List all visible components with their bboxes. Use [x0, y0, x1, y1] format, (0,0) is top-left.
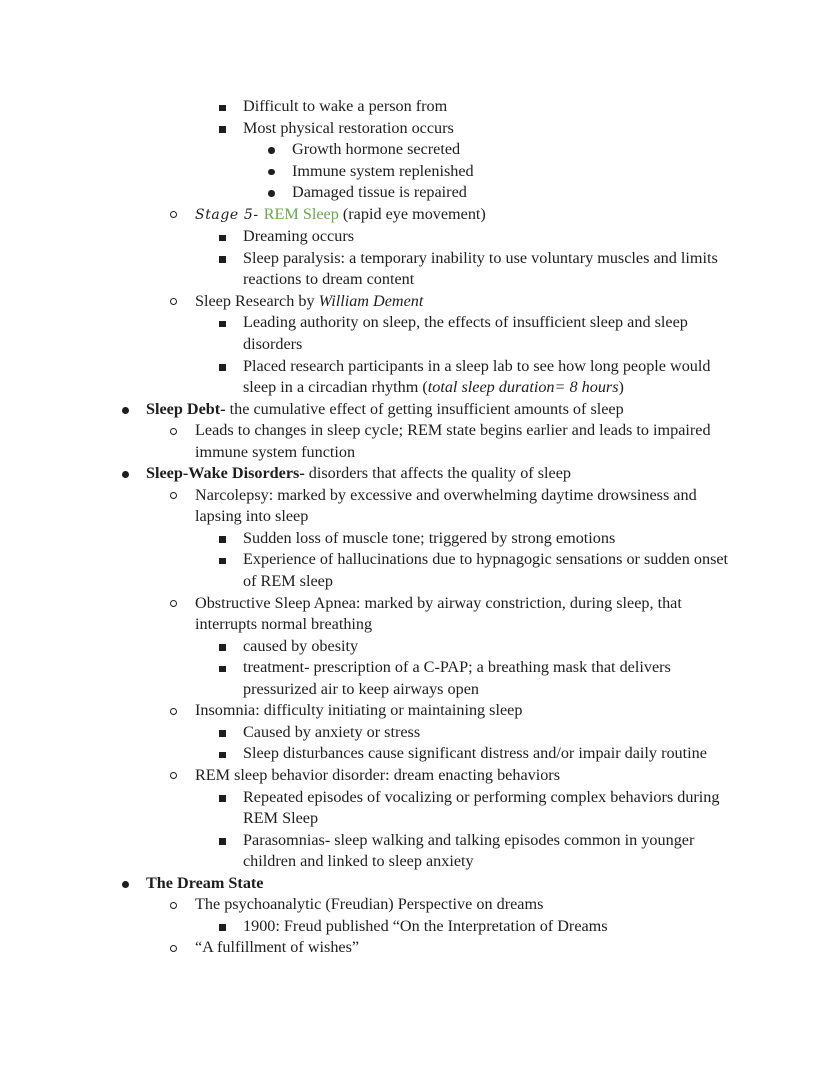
text-run: treatment- prescription of a C-PAP; a breathing mask that delivers pressurized air to keep airways open	[243, 658, 671, 698]
text-run: Leading authority on sleep, the effects of insufficient sleep and sleep disorders	[243, 313, 688, 354]
text-run: Sleep disturbances cause significant distress and/or impair daily routine	[243, 744, 707, 763]
bullet-square-icon	[219, 126, 226, 133]
text-run: caused by obesity	[243, 636, 359, 655]
text-run: Sleep-Wake Disorders-	[146, 464, 305, 483]
text-run: William Dement	[318, 291, 424, 310]
bullet-square-icon	[219, 730, 226, 737]
bullet-square-icon	[219, 838, 226, 845]
outline-item	[0, 593, 736, 636]
text-run: Insomnia: difficulty initiating or maintaining sleep	[195, 701, 523, 720]
bullet-square-icon	[219, 666, 226, 673]
text-run: Stage 5-	[195, 206, 264, 223]
outline-item	[0, 743, 736, 765]
outline-item	[0, 118, 736, 140]
text-run: Damaged tissue is repaired	[292, 183, 467, 202]
bullet-circle-icon	[170, 428, 177, 435]
outline-item	[0, 657, 736, 700]
text-run: REM Sleep	[263, 204, 339, 223]
bullet-circle-icon	[170, 772, 177, 779]
text-run: Growth hormone secreted	[292, 140, 461, 159]
bullet-circle-icon	[170, 211, 177, 218]
outline-item	[0, 463, 736, 485]
text-run: Sudden loss of muscle tone; triggered by strong emotions	[243, 528, 616, 547]
bullet-square-icon	[219, 558, 226, 565]
bullet-square-icon	[219, 536, 226, 543]
text-run: the cumulative effect of getting insufficient amounts of sleep	[225, 399, 624, 418]
bullet-circle-icon	[170, 708, 177, 715]
outline-item	[0, 549, 736, 592]
text-run: REM sleep behavior disorder: dream enacting behaviors	[195, 765, 561, 784]
outline-item	[0, 937, 736, 959]
bullet-disc-icon	[122, 881, 129, 888]
outline-item	[0, 787, 736, 830]
outline-item	[0, 356, 736, 399]
bullet-circle-icon	[170, 600, 177, 607]
outline-item	[0, 873, 736, 895]
outline-item	[0, 700, 736, 722]
outline-item	[0, 226, 736, 248]
outline-item	[0, 139, 736, 161]
bullet-disc-icon	[268, 147, 275, 154]
text-run: Sleep Debt-	[146, 399, 226, 418]
text-run: Experience of hallucinations due to hypnagogic sensations or sudden onset of REM sleep	[243, 550, 729, 591]
bullet-circle-icon	[170, 492, 177, 499]
text-run: Caused by anxiety or stress	[243, 722, 421, 741]
bullet-square-icon	[219, 795, 226, 802]
text-run: Narcolepsy: marked by excessive and overwhelming daytime drowsiness and lapsing into sleep	[195, 485, 697, 526]
bullet-circle-icon	[170, 945, 177, 952]
outline-item	[0, 291, 736, 313]
text-run: Obstructive Sleep Apnea: marked by airway constriction, during sleep, that interrupts normal breathing	[195, 593, 682, 634]
outline-item	[0, 485, 736, 528]
text-run: (rapid eye movement)	[338, 204, 486, 223]
text-run: The Dream State	[146, 873, 264, 892]
outline-item	[0, 399, 736, 421]
outline-item	[0, 722, 736, 744]
text-run: Repeated episodes of vocalizing or performing complex behaviors during REM Sleep	[243, 787, 720, 828]
text-run: )	[618, 378, 624, 397]
text-run: Parasomnias- sleep walking and talking episodes common in younger children and linked to sleep anxiety	[243, 830, 695, 871]
outline-item	[0, 204, 736, 227]
outline-item	[0, 248, 736, 291]
bullet-circle-icon	[170, 298, 177, 305]
bullet-disc-icon	[122, 471, 129, 478]
text-run: Leads to changes in sleep cycle; REM state begins earlier and leads to impaired immune system function	[195, 421, 711, 461]
bullet-disc-icon	[268, 190, 275, 197]
text-run: total sleep duration= 8 hours	[427, 378, 619, 397]
outline-item	[0, 161, 736, 183]
text-run: Difficult to wake a person from	[243, 97, 448, 115]
outline-item	[0, 916, 736, 938]
outline-item	[0, 420, 736, 463]
text-run: Sleep Research by	[195, 291, 319, 310]
text-run: “A fulfillment of wishes”	[195, 938, 360, 957]
text-run: Placed research participants in a sleep lab to see how long people would sleep in a circadian rhythm (	[243, 356, 711, 397]
text-run: Sleep paralysis: a temporary inability to use voluntary muscles and limits reactions to dream content	[243, 248, 718, 289]
bullet-square-icon	[219, 924, 226, 931]
outline-item	[0, 182, 736, 204]
bullet-circle-icon	[170, 902, 177, 909]
bullet-square-icon	[219, 235, 226, 242]
outline-item	[0, 636, 736, 658]
text-run: Dreaming occurs	[243, 227, 355, 246]
notes-outline	[0, 96, 736, 959]
bullet-square-icon	[219, 644, 226, 651]
bullet-square-icon	[219, 105, 226, 112]
bullet-disc-icon	[268, 169, 275, 176]
text-run: disorders that affects the quality of sleep	[304, 464, 571, 483]
outline-item	[0, 528, 736, 550]
text-run: Most physical restoration occurs	[243, 118, 454, 137]
bullet-square-icon	[219, 752, 226, 759]
text-run: Immune system replenished	[292, 161, 474, 180]
outline-item	[0, 312, 736, 355]
bullet-square-icon	[219, 364, 226, 371]
outline-item	[0, 894, 736, 916]
outline-item	[0, 96, 736, 118]
outline-item	[0, 765, 736, 787]
bullet-square-icon	[219, 256, 226, 263]
text-run: 1900: Freud published “On the Interpretation of Dreams	[243, 916, 608, 935]
outline-item	[0, 830, 736, 873]
bullet-square-icon	[219, 321, 226, 328]
bullet-disc-icon	[122, 407, 129, 414]
text-run: The psychoanalytic (Freudian) Perspective on dreams	[195, 895, 544, 914]
